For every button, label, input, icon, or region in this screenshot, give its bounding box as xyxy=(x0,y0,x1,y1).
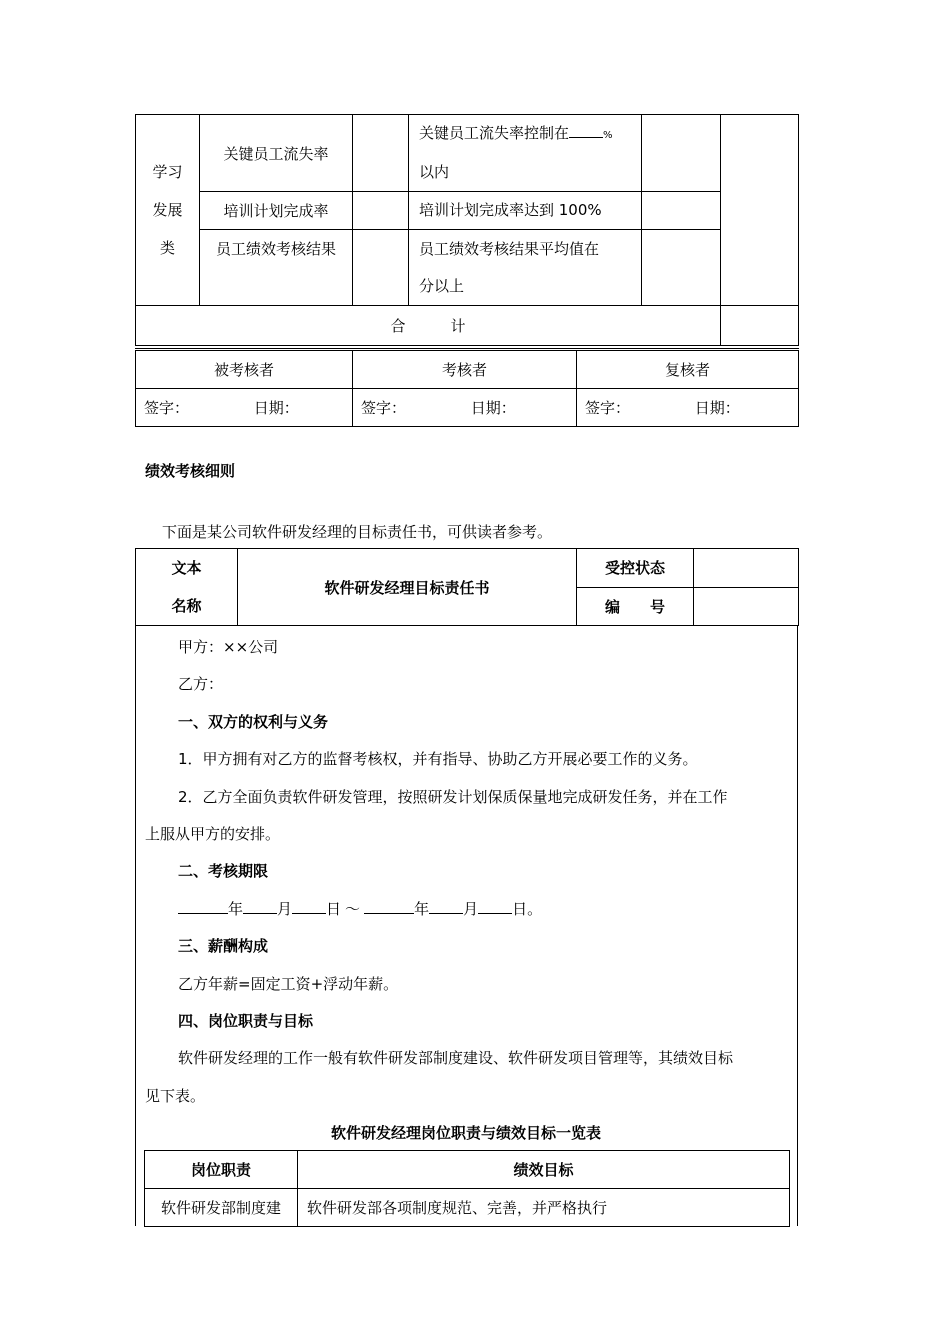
date-label: 日期： xyxy=(470,399,516,417)
sign-label: 签字： xyxy=(361,399,407,417)
empty-cell xyxy=(353,230,409,306)
period-line xyxy=(178,898,542,919)
period-text: 年 xyxy=(414,900,430,918)
blank-line xyxy=(292,899,326,914)
indicator-cell: 培训计划完成率 xyxy=(200,192,353,230)
section-title: 绩效考核细则 xyxy=(145,462,236,480)
empty-cell xyxy=(721,306,799,346)
paragraph: 上服从甲方的安排。 xyxy=(145,825,281,843)
target-text: 关键员工流失率控制在 xyxy=(419,124,570,142)
doc-name-line: 名称 xyxy=(171,597,202,615)
blank-line xyxy=(243,899,277,914)
empty-cell xyxy=(353,192,409,230)
signature-cell xyxy=(577,389,799,427)
blank-line xyxy=(478,899,512,914)
period-text: 月 xyxy=(277,900,293,918)
duty-header: 绩效目标 xyxy=(298,1151,790,1189)
duty-table xyxy=(144,1150,790,1227)
intro-text: 下面是某公司软件研发经理的目标责任书，可供读者参考。 xyxy=(162,523,553,541)
empty-cell xyxy=(721,115,799,306)
category-line: 发展 xyxy=(152,201,183,219)
doc-header-table xyxy=(135,548,799,626)
doc-name-label xyxy=(136,549,238,626)
paragraph: 1．甲方拥有对乙方的监督考核权，并有指导、协助乙方开展必要工作的义务。 xyxy=(178,750,698,768)
period-text: ～ xyxy=(345,900,361,918)
duty-cell: 软件研发部制度建 xyxy=(145,1189,298,1227)
empty-cell xyxy=(694,587,799,626)
period-text: 年 xyxy=(228,900,244,918)
section-heading: 四、岗位职责与目标 xyxy=(178,1012,314,1030)
sign-label: 签字： xyxy=(585,399,631,417)
section-heading: 三、薪酬构成 xyxy=(178,937,269,955)
table-caption: 软件研发经理岗位职责与绩效目标一览表 xyxy=(330,1124,601,1142)
period-text: 日。 xyxy=(512,900,543,918)
target-cell xyxy=(409,230,642,306)
signature-cell xyxy=(353,389,577,427)
table-row xyxy=(145,1189,790,1227)
empty-cell xyxy=(353,115,409,192)
indicator-cell: 员工绩效考核结果 xyxy=(200,230,353,306)
date-label: 日期： xyxy=(694,399,740,417)
doc-name-line: 文本 xyxy=(171,559,202,577)
paragraph: 乙方年薪=固定工资+浮动年薪。 xyxy=(178,975,399,993)
paragraph: 见下表。 xyxy=(145,1087,206,1105)
paragraph: 2．乙方全面负责软件研发管理，按照研发计划保质保量地完成研发任务，并在工作 xyxy=(178,788,728,806)
target-cell: 培训计划完成率达到 100% xyxy=(409,192,642,230)
date-label: 日期： xyxy=(253,399,299,417)
unit-text: % xyxy=(603,130,613,141)
empty-cell xyxy=(642,115,721,192)
target-cell xyxy=(409,115,642,192)
signature-header: 被考核者 xyxy=(136,350,353,389)
period-text: 月 xyxy=(463,900,479,918)
period-text: 日 xyxy=(326,900,342,918)
category-line: 类 xyxy=(159,239,175,257)
number-label: 编 号 xyxy=(577,587,694,626)
target-text: 以内 xyxy=(419,163,450,181)
paragraph: 软件研发经理的工作一般有软件研发部制度建设、软件研发项目管理等，其绩效目标 xyxy=(178,1049,734,1067)
party-b: 乙方： xyxy=(178,675,224,693)
party-a: 甲方：××公司 xyxy=(178,638,279,656)
total-label: 合 计 xyxy=(136,306,721,346)
doc-title: 软件研发经理目标责任书 xyxy=(238,549,577,626)
blank-line xyxy=(178,899,228,914)
signature-table xyxy=(135,348,799,427)
sign-label: 签字： xyxy=(144,399,190,417)
target-text: 分以上 xyxy=(419,276,465,295)
target-text: 员工绩效考核结果平均值在 xyxy=(419,239,600,258)
section-heading: 二、考核期限 xyxy=(178,862,269,880)
blank-line xyxy=(364,899,414,914)
category-line: 学习 xyxy=(152,163,183,181)
duty-header: 岗位职责 xyxy=(145,1151,298,1189)
blank-line xyxy=(429,899,463,914)
signature-header: 复核者 xyxy=(577,350,799,389)
controlled-label: 受控状态 xyxy=(577,549,694,588)
category-cell xyxy=(136,115,200,306)
empty-cell xyxy=(694,549,799,588)
signature-cell xyxy=(136,389,353,427)
empty-cell xyxy=(642,192,721,230)
goal-cell: 软件研发部各项制度规范、完善，并严格执行 xyxy=(298,1189,790,1227)
section-heading: 一、双方的权利与义务 xyxy=(178,713,329,731)
empty-cell xyxy=(642,230,721,306)
blank-line xyxy=(569,123,603,138)
signature-header: 考核者 xyxy=(353,350,577,389)
indicator-cell: 关键员工流失率 xyxy=(200,115,353,192)
kpi-table xyxy=(135,114,799,346)
